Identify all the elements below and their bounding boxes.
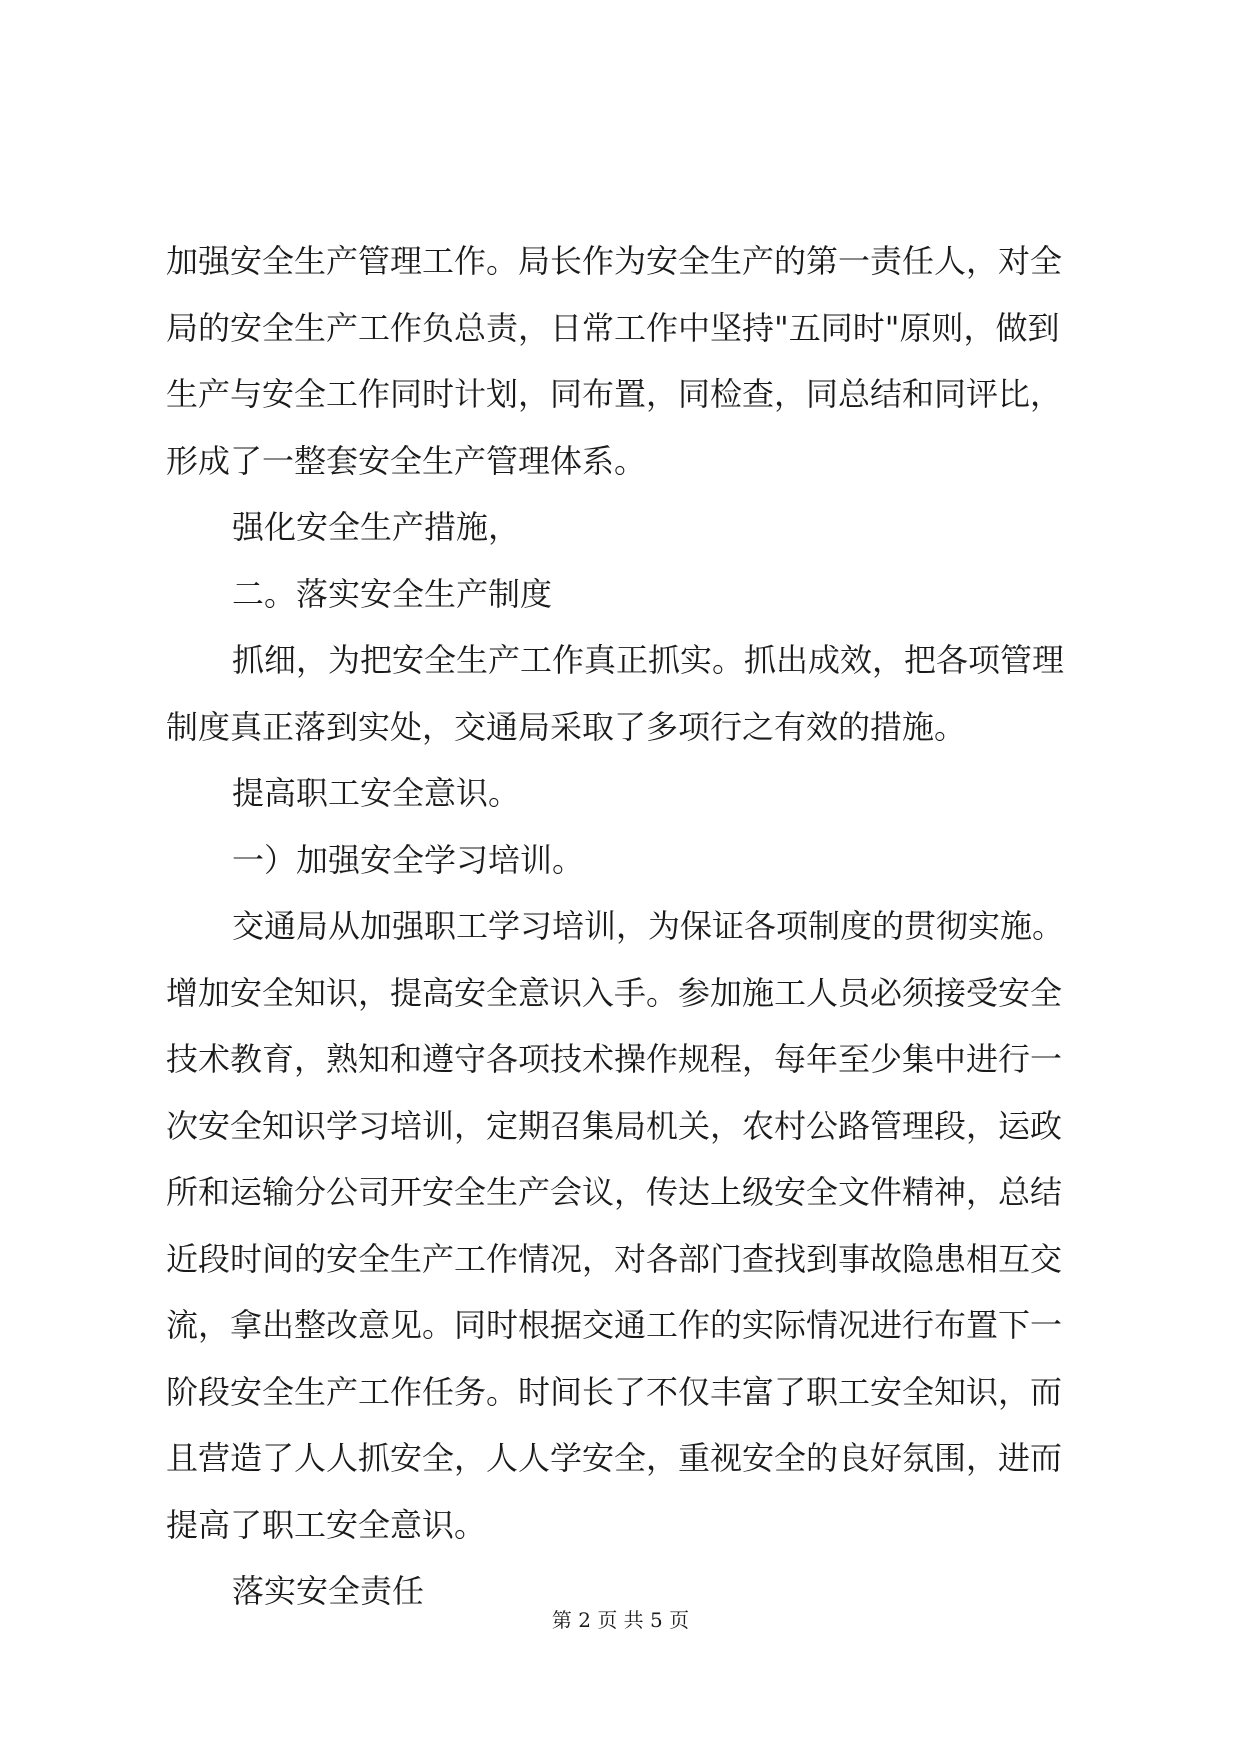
text-line: 落实安全责任	[232, 1572, 425, 1610]
paragraph	[166, 893, 1106, 1558]
paragraph	[166, 561, 1106, 628]
text-line: 所和运输分公司开安全生产会议，传达上级安全文件精神，总结	[166, 1173, 1063, 1211]
text-line: 生产与安全工作同时计划，同布置，同检查，同总结和同评比，	[166, 375, 1063, 413]
paragraph	[166, 760, 1106, 827]
text-line: 一）加强安全学习培训。	[232, 840, 585, 879]
paragraph	[166, 627, 1106, 760]
text-line: 提高职工安全意识。	[232, 774, 521, 812]
text-line: 二。落实安全生产制度	[232, 574, 553, 613]
text-line: 次安全知识学习培训，定期召集局机关，农村公路管理段，运政	[166, 1106, 1063, 1145]
text-line: 近段时间的安全生产工作情况，对各部门查找到事故隐患相互交	[166, 1239, 1063, 1278]
document-body	[166, 228, 1106, 1625]
text-line: 加强安全生产管理工作。局长作为安全生产的第一责任人，对全	[166, 242, 1063, 280]
text-line: 制度真正落到实处，交通局采取了多项行之有效的措施。	[166, 707, 967, 746]
text-line: 且营造了人人抓安全，人人学安全，重视安全的良好氛围，进而	[166, 1439, 1063, 1477]
paragraph	[166, 228, 1106, 494]
text-line: 强化安全生产措施，	[232, 508, 521, 546]
paragraph	[166, 827, 1106, 894]
text-line: 阶段安全生产工作任务。时间长了不仅丰富了职工安全知识，而	[166, 1372, 1063, 1411]
text-line: 抓细，为把安全生产工作真正抓实。抓出成效，把各项管理	[232, 641, 1065, 679]
text-line: 增加安全知识，提高安全意识入手。参加施工人员必须接受安全	[166, 973, 1063, 1012]
text-line: 技术教育，熟知和遵守各项技术操作规程，每年至少集中进行一	[166, 1040, 1063, 1078]
text-line: 交通局从加强职工学习培训，为保证各项制度的贯彻实施。	[232, 907, 1065, 945]
text-line: 提高了职工安全意识。	[166, 1505, 487, 1544]
paragraph	[166, 494, 1106, 561]
text-line: 形成了一整套安全生产管理体系。	[166, 441, 647, 480]
page-footer: 第 2 页 共 5 页	[551, 1608, 690, 1632]
text-line: 流，拿出整改意见。同时根据交通工作的实际情况进行布置下一	[166, 1306, 1063, 1344]
text-line: 局的安全生产工作负总责，日常工作中坚持"五同时"原则，做到	[166, 308, 1060, 347]
